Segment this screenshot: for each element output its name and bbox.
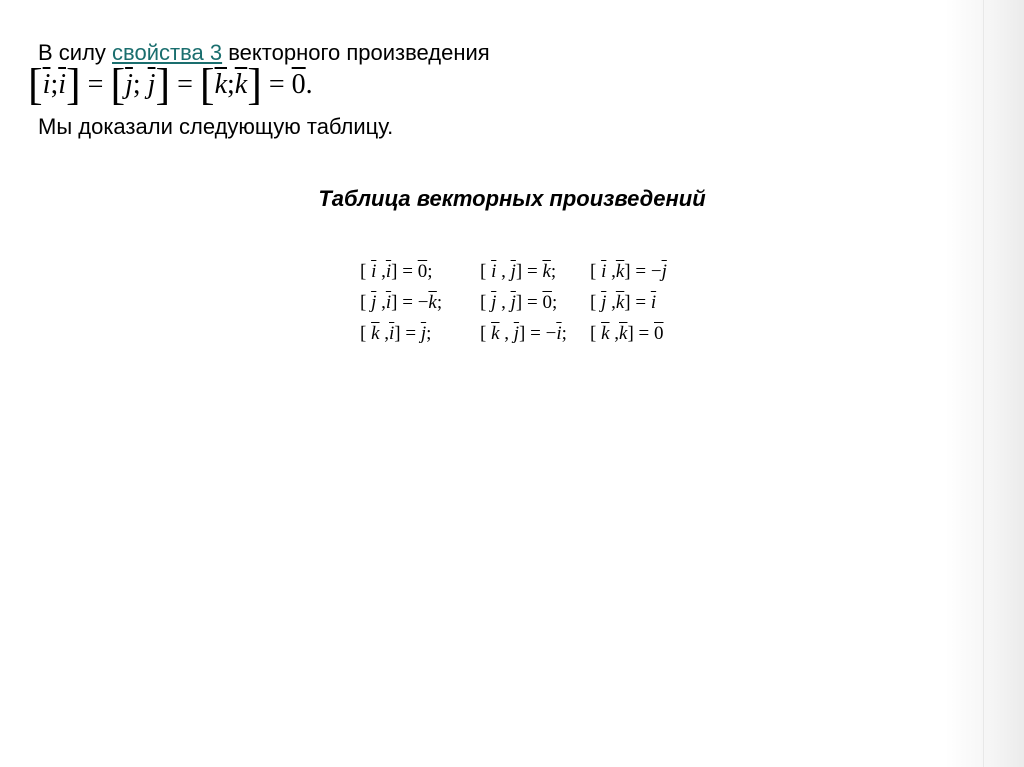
page-curl-decoration: [944, 0, 1024, 767]
vector-i: $\overline{i}$: [58, 69, 66, 100]
unit-vector-self-product-equation: $[\overline{i};\overline{i}] = [\overline{j}$; $\overline{j}$] = $[\overline{k};\overline{k}] = 0$.: [28, 59, 313, 109]
table-cell: [ $\overline{k}$ $,\overline{k}] = 0$: [590, 323, 664, 344]
zero-vector: 0: [291, 69, 306, 100]
table-row: [360, 318, 710, 349]
vector-k: $\overline{k}$: [214, 69, 227, 100]
vector-j: $\overline{j}$: [147, 69, 156, 100]
vector-product-table: [360, 256, 710, 349]
table-cell: [ $\overline{i}$ $,\overline{i}] = 0$;: [360, 261, 433, 282]
table-cell: [ $\overline{j}$ $,\overline{k}] = \overline{i}$: [590, 292, 657, 313]
table-cell: [ $\overline{k}$ $,\overline{i}] = \overline{j}$;: [360, 323, 432, 344]
vector-j: $\overline{j}$: [125, 69, 133, 100]
conclusion-text: Мы доказали следующую таблицу.: [38, 114, 394, 139]
vector-i: $\overline{i}$: [42, 69, 51, 100]
table-cell: [ $\overline{i}$ $,\overline{k}] = -\overline{j}$: [590, 261, 667, 282]
table-title: Таблица векторных произведений: [318, 186, 706, 211]
table-cell: [ $\overline{j}$ , $\overline{j}] = 0$;: [480, 292, 558, 313]
intro-line: [38, 40, 490, 66]
table-row: [360, 287, 710, 318]
table-cell: [ $\overline{i}$ , $\overline{j}] = \overline{k}$;: [480, 261, 557, 282]
intro-prefix: В силу: [38, 40, 113, 65]
table-cell: [ $\overline{k}$ , $\overline{j}] = -\overline{i}$;: [480, 323, 567, 344]
vector-k: $\overline{k}$: [234, 69, 248, 100]
table-row: [360, 256, 710, 287]
table-cell: [ $\overline{j}$ $,\overline{i}] = -\overline{k}$;: [360, 292, 443, 313]
intro-suffix: векторного произведения: [222, 40, 490, 65]
property-3-link[interactable]: свойства 3: [112, 40, 223, 65]
page-edge-line: [983, 0, 984, 767]
